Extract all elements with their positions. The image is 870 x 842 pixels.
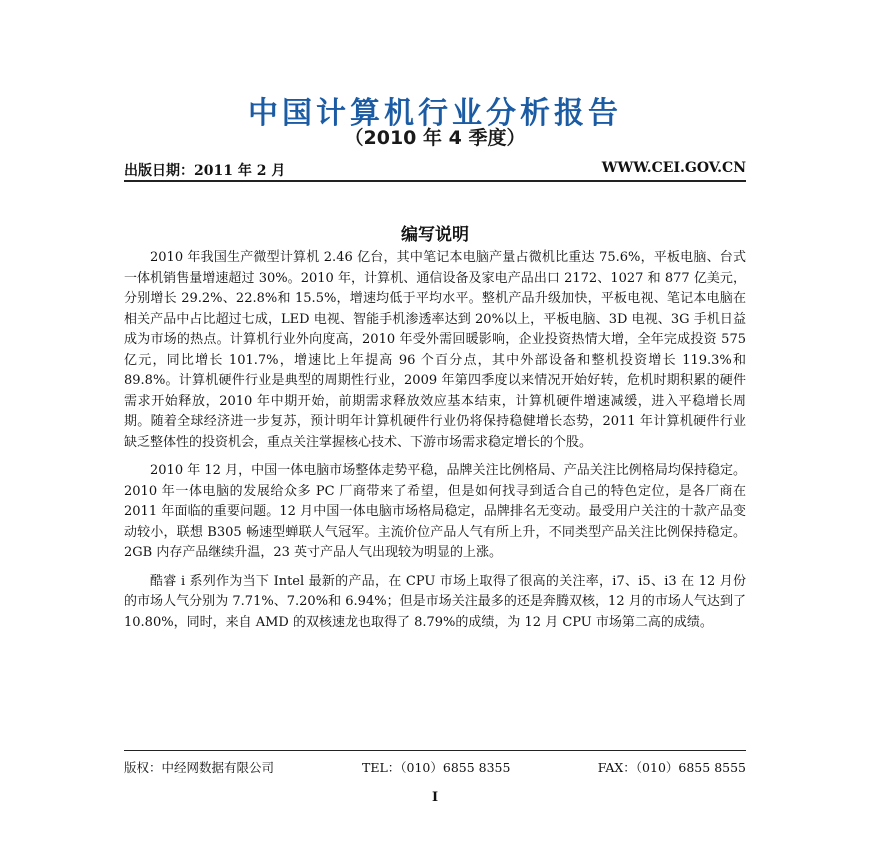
- report-title: 中国计算机行业分析报告: [248, 96, 622, 131]
- footer-tel: TEL：（010）6855 8355: [362, 760, 511, 775]
- page-number: I: [431, 790, 439, 805]
- footer-fax: FAX：（010）6855 8555: [597, 760, 746, 775]
- publish-date: 出版日期：2011 年 2 月: [124, 163, 286, 179]
- footer-copyright: 版权：中经网数据有限公司: [124, 760, 275, 775]
- footer-divider: [124, 750, 746, 751]
- paragraph-2: 2010 年 12 月，中国一体电脑市场整体走势平稳，品牌关注比例格局、产品关注比例格局均保持稳定。2010 年一体电脑的发展给众多 PC 厂商带来了希望，但是如何找寻到适合自己的特色定位，是各厂商在 2011 年面临的重要问题。12 月中国一体电脑市场格局稳定，品牌排名无变动。最受用户关注的十款产品变动较小，联想 B305 畅速型蝉联人气冠军。主流价位产品人气有所上升，不同类型产品关注比例保持稳定。2GB 内存产品继续升温，23 英寸产品人气出现较为明显的上涨。: [124, 463, 746, 560]
- website-link[interactable]: WWW.CEI.GOV.CN: [601, 160, 746, 176]
- meta-row: [124, 160, 746, 182]
- report-subtitle: （2010 年 4 季度）: [344, 127, 526, 149]
- body-text: [124, 248, 746, 641]
- section-title: 编写说明: [401, 225, 469, 245]
- header-divider: [124, 180, 746, 182]
- footer: [124, 758, 746, 778]
- paragraph-1: 2010 年我国生产微型计算机 2.46 亿台，其中笔记本电脑产量占微机比重达 75.6%，平板电脑、台式一体机销售量增速超过 30%。2010 年，计算机、通信设备及家电产品出口 2172、1027 和 877 亿美元，分别增长 29.2%、22.8%和 15.5%，增速均低于平均水平。整机产品升级加快，平板电视、笔记本电脑在相关产品中占比超过七成，LED 电视、智能手机渗透率达到 20%以上，平板电脑、3D 电视、3G 手机日益成为市场的热点。计算机行业外向度高，2010 年受外需回暖影响，企业投资热情大增，全年完成投资 575 亿元，同比增长 101.7%，增速比上年提高 96 个百分点，其中外部设备和整机投资增长 119.3%和 89.8%。计算机硬件行业是典型的周期性行业，2009 年第四季度以来情况开始好转，危机时期积累的硬件需求开始释放，2010 年中期开始，前期需求释放效应基本结束，计算机硬件增速减缓，进入平稳增长周期。随着全球经济进一步复苏，预计明年计算机硬件行业仍将保持稳健增长态势，2011 年计算机硬件行业缺乏整体性的投资机会，重点关注掌握核心技术、下游市场需求稳定增长的个股。: [124, 250, 746, 450]
- paragraph-3: 酷睿 i 系列作为当下 Intel 最新的产品，在 CPU 市场上取得了很高的关注率，i7、i5、i3 在 12 月份的市场人气分别为 7.71%、7.20%和 6.94%；但是市场关注最多的还是奔腾双核，12 月的市场人气达到了 10.80%，同时，来自 AMD 的双核速龙也取得了 8.79%的成绩，为 12 月 CPU 市场第二高的成绩。: [124, 573, 746, 630]
